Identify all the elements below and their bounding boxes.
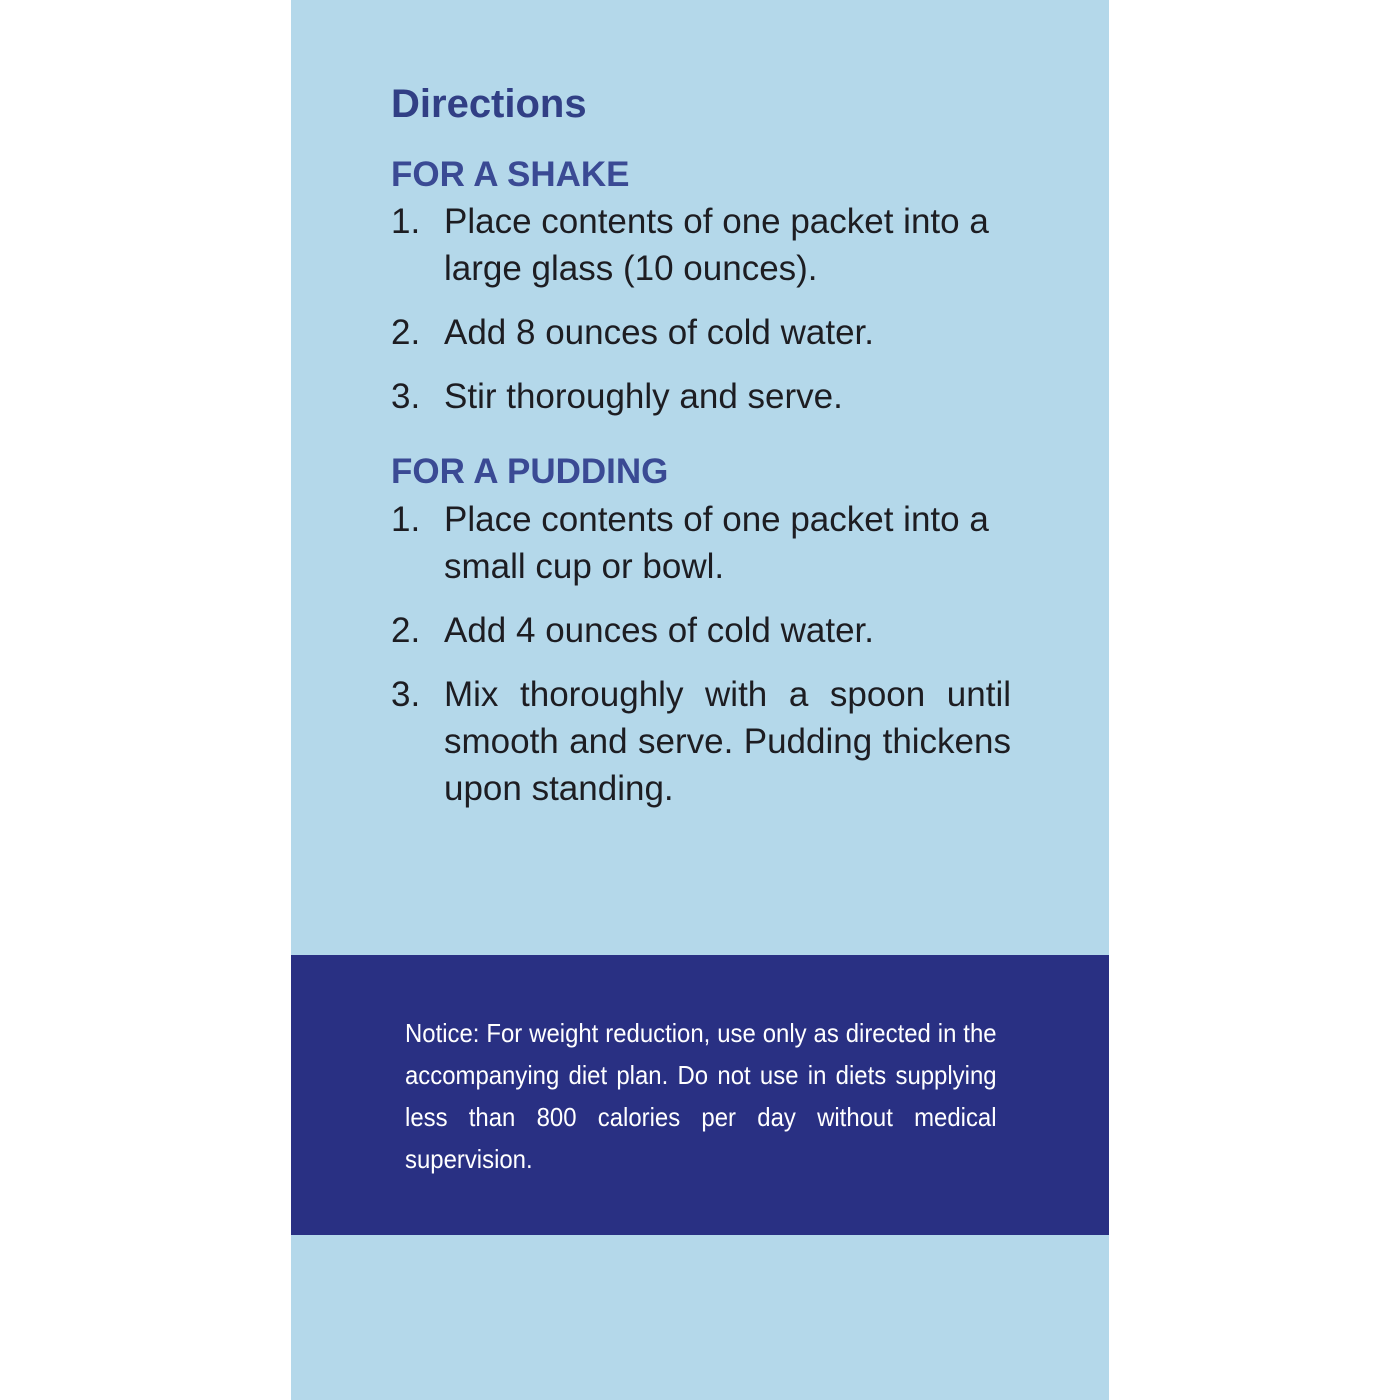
notice-text: Notice: For weight reduction, use only as directed in the accompanying diet plan. Do not use in diets supplying less than 800 calories per day without medical supervision. (405, 1018, 997, 1174)
step-text: Place contents of one packet into a large glass (10 ounces). (444, 202, 989, 288)
shake-step-3 (391, 373, 1011, 420)
pudding-step-2 (391, 607, 1011, 654)
shake-step-1 (391, 198, 1011, 292)
notice-band (291, 955, 1109, 1235)
directions-card (291, 0, 1109, 1400)
shake-section-title: FOR A SHAKE (391, 155, 630, 194)
pudding-section-title: FOR A PUDDING (391, 452, 669, 491)
step-number: 1. (391, 500, 421, 539)
directions-heading: Directions (391, 82, 587, 126)
step-number: 1. (391, 202, 421, 241)
step-number: 3. (391, 377, 421, 416)
step-text: Place contents of one packet into a small cup or bowl. (444, 500, 989, 586)
pudding-step-1 (391, 496, 1011, 590)
step-number: 2. (391, 611, 421, 650)
step-text: Stir thoroughly and serve. (444, 377, 843, 416)
step-number: 2. (391, 313, 421, 352)
pudding-steps-list (391, 496, 1011, 829)
step-number: 3. (391, 675, 421, 714)
shake-steps-list (391, 198, 1011, 437)
step-text: Add 4 ounces of cold water. (444, 611, 874, 650)
step-text: Mix thoroughly with a spoon until smooth and serve. Pudding thickens upon standing. (444, 675, 1011, 808)
shake-step-2 (391, 309, 1011, 356)
step-text: Add 8 ounces of cold water. (444, 313, 874, 352)
pudding-step-3 (391, 671, 1011, 812)
